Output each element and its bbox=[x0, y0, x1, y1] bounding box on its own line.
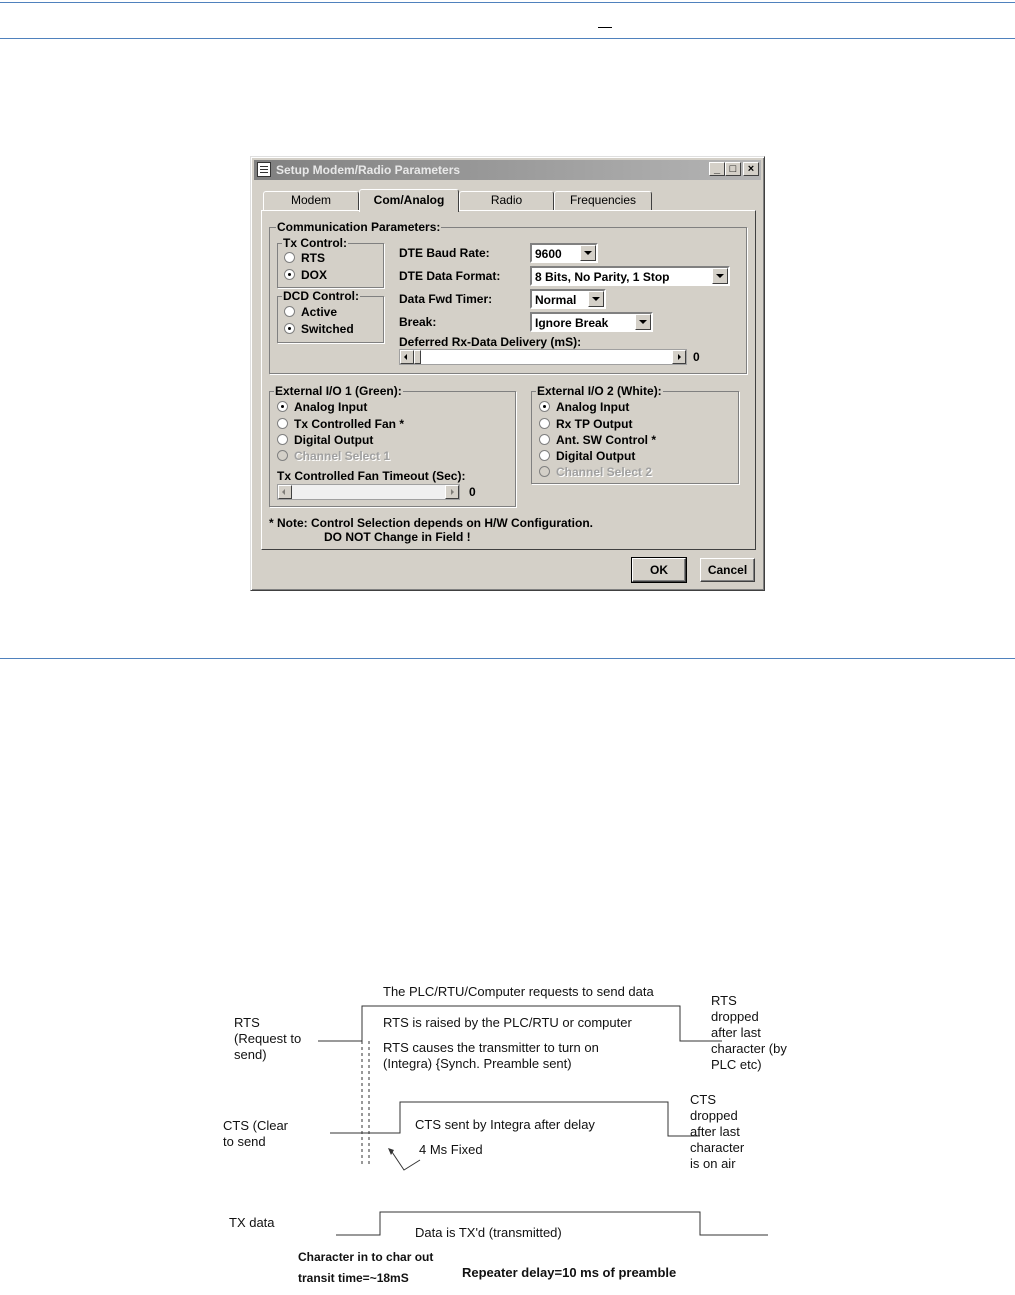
io2-title: External I/O 2 (White): bbox=[537, 384, 662, 398]
fwd-timer-label: Data Fwd Timer: bbox=[399, 292, 493, 306]
tx-control-title: Tx Control: bbox=[283, 236, 347, 250]
io2-ant-sw-control-label: Ant. SW Control * bbox=[556, 433, 656, 447]
radio-active-label: Active bbox=[301, 305, 338, 319]
tx-desc-text: Data is TX'd (transmitted) bbox=[415, 1225, 562, 1240]
tx-data-label: TX data bbox=[229, 1215, 275, 1230]
io2-channel-select-label: Channel Select 2 bbox=[556, 465, 653, 479]
fan-timeout-value: 0 bbox=[469, 485, 476, 499]
radio-switched-label: Switched bbox=[301, 322, 354, 336]
cancel-button[interactable]: Cancel bbox=[700, 558, 755, 582]
cts-label: CTS (Clear to send bbox=[223, 1118, 289, 1149]
rts-dropped-text: RTS dropped after last character (by PLC etc) bbox=[711, 993, 787, 1072]
io1-channel-select-label: Channel Select 1 bbox=[294, 449, 391, 463]
tab-radio[interactable]: Radio bbox=[459, 191, 554, 210]
window-title: Setup Modem/Radio Parameters bbox=[276, 163, 461, 177]
communication-title: Communication Parameters: bbox=[277, 220, 441, 234]
fwd-timer-value: Normal bbox=[535, 293, 577, 307]
io1-analog-input-label: Analog Input bbox=[294, 400, 368, 414]
tab-frequencies[interactable]: Frequencies bbox=[554, 191, 652, 210]
dcd-control-title: DCD Control: bbox=[283, 289, 359, 303]
note-line-1: * Note: Control Selection depends on H/W Configuration. bbox=[269, 516, 593, 530]
ms-fixed-text: 4 Ms Fixed bbox=[419, 1142, 483, 1157]
io1-tx-fan-label: Tx Controlled Fan * bbox=[294, 417, 405, 431]
tab-com-analog[interactable]: Com/Analog bbox=[359, 189, 459, 212]
rts-raised-text: RTS is raised by the PLC/RTU or computer bbox=[383, 1015, 632, 1030]
transit-line-1: Character in to char out bbox=[298, 1250, 434, 1264]
note-line-2: DO NOT Change in Field ! bbox=[324, 530, 471, 544]
maximize-button[interactable]: □ bbox=[725, 162, 741, 176]
transit-line-2: transit time=~18mS bbox=[298, 1271, 409, 1285]
ok-button[interactable]: OK bbox=[632, 558, 686, 582]
data-format-label: DTE Data Format: bbox=[399, 269, 501, 283]
tab-modem[interactable]: Modem bbox=[263, 191, 359, 210]
minimize-button[interactable]: _ bbox=[709, 162, 725, 176]
rts-label: RTS (Request to send) bbox=[234, 1015, 302, 1062]
deferred-label: Deferred Rx-Data Delivery (mS): bbox=[399, 335, 582, 349]
io2-rx-tp-output-label: Rx TP Output bbox=[556, 417, 633, 431]
break-label: Break: bbox=[399, 315, 437, 329]
io1-digital-output-label: Digital Output bbox=[294, 433, 374, 447]
io1-title: External I/O 1 (Green): bbox=[275, 384, 402, 398]
break-value: Ignore Break bbox=[535, 316, 609, 330]
baud-rate-value: 9600 bbox=[535, 247, 562, 261]
cts-sent-text: CTS sent by Integra after delay bbox=[415, 1117, 595, 1132]
close-button[interactable]: × bbox=[743, 162, 759, 176]
plc-request-text: The PLC/RTU/Computer requests to send data bbox=[383, 984, 654, 999]
radio-dox-label: DOX bbox=[301, 268, 328, 282]
data-format-value: 8 Bits, No Parity, 1 Stop bbox=[535, 270, 670, 284]
io2-analog-input-label: Analog Input bbox=[556, 400, 630, 414]
io2-digital-output-label: Digital Output bbox=[556, 449, 636, 463]
baud-rate-label: DTE Baud Rate: bbox=[399, 246, 490, 260]
cts-dropped-text: CTS dropped after last character is on air bbox=[690, 1092, 745, 1171]
radio-rts-label: RTS bbox=[301, 251, 325, 265]
repeater-delay-text: Repeater delay=10 ms of preamble bbox=[462, 1265, 677, 1280]
deferred-value: 0 bbox=[693, 350, 700, 364]
ms-pointer bbox=[392, 1152, 420, 1170]
rts-causes-text: RTS causes the transmitter to turn on (Integra) {Synch. Preamble sent) bbox=[383, 1040, 599, 1071]
fan-timeout-label: Tx Controlled Fan Timeout (Sec): bbox=[277, 469, 466, 483]
